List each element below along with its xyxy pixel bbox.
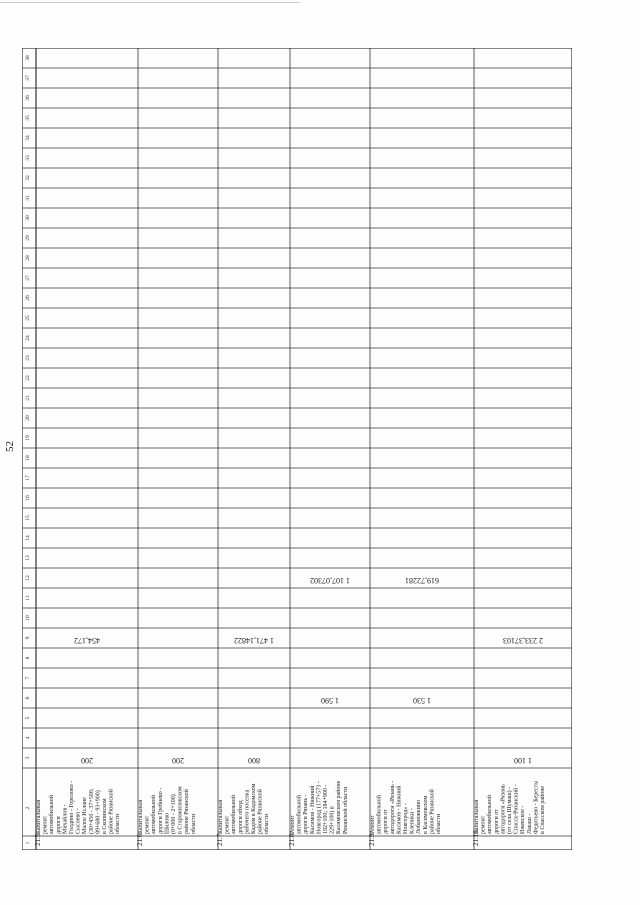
- column-header: 31: [25, 195, 31, 201]
- row-values: [74, 576, 543, 765]
- column-header: 12: [25, 575, 31, 581]
- column-header: 5: [25, 716, 31, 720]
- row-description-line: автомобильной: [376, 795, 383, 834]
- value-col3: 200: [172, 756, 184, 765]
- row-description-line: автомобильной: [296, 795, 303, 834]
- column-header: 2: [25, 806, 31, 810]
- row-description-line: Ремонт: [290, 815, 296, 834]
- value-col9: 1 471,14822: [234, 636, 274, 645]
- row-description-line: ремонт: [480, 815, 487, 834]
- column-header: 33: [25, 155, 31, 161]
- row-description-line: Касимовском районе: [336, 780, 343, 834]
- row-description-line: Малое Ислане: [82, 797, 89, 834]
- row-description-line: Шилово: [164, 812, 171, 834]
- column-header: 19: [25, 435, 31, 441]
- row-description-line: ремонт: [224, 815, 231, 834]
- row-description-line: Касимов - Нижний: [309, 785, 316, 834]
- row-id: 21.6.: [136, 832, 144, 846]
- row-description-line: Сысоево -: [75, 808, 82, 834]
- value-col9: 454,172: [74, 636, 100, 645]
- row-description-line: автомобильной: [231, 795, 238, 834]
- row-description-line: дороги Рязань -: [303, 794, 310, 834]
- row-description-line: Федотьево - Бересты: [533, 780, 540, 834]
- column-header: 38: [25, 55, 31, 61]
- row-description-line: автодороги «Рязань -: [389, 780, 396, 834]
- column-header: 11: [25, 595, 31, 601]
- row-description-line: Капитальный: [138, 799, 144, 834]
- row-description-line: 89+680 - 93+900): [95, 790, 102, 834]
- value-col6: 1 530: [413, 696, 431, 705]
- row-description-line: Ижевское -: [520, 805, 527, 834]
- row-description-line: районе Рязанской: [184, 789, 191, 834]
- row-description-line: области: [115, 813, 122, 834]
- value-col6: 1 590: [321, 696, 339, 705]
- row-description-line: в Касимовском: [422, 795, 429, 834]
- row-id: 21.10.: [472, 828, 480, 846]
- column-header: 13: [25, 555, 31, 561]
- row-description-line: области: [436, 813, 442, 834]
- row-description-line: в Скопинском: [102, 798, 108, 834]
- column-header: 24: [25, 335, 31, 341]
- column-header: 9: [25, 636, 31, 640]
- row-description-line: ремонт: [42, 815, 49, 834]
- row-description-line: Новгород» -: [403, 803, 409, 834]
- column-header: 16: [25, 495, 31, 501]
- row-description-line: Капитальный: [36, 799, 42, 834]
- row-description-line: районе Рязанской: [429, 789, 436, 834]
- row-description-line: (0+000 - 2+100): [171, 794, 177, 834]
- column-headers: [25, 55, 31, 844]
- column-header: 29: [25, 235, 31, 241]
- row-description-line: автодороги «Рязань: [500, 784, 507, 834]
- row-description-line: районе Рязанской: [257, 789, 264, 834]
- column-header: 34: [25, 135, 31, 141]
- column-header: 4: [25, 736, 31, 740]
- value-col3: 200: [81, 756, 93, 765]
- column-header: 26: [25, 295, 31, 301]
- row-description-line: автомобильной: [49, 795, 56, 834]
- column-header: 27: [25, 275, 31, 281]
- column-header: 30: [25, 215, 31, 221]
- column-header: 23: [25, 355, 31, 361]
- row-description-line: Кадом в Кадомском: [251, 783, 257, 834]
- row-description-line: Михайлов -: [62, 804, 69, 834]
- row-description-line: Касимов - Нижний: [396, 785, 403, 834]
- column-header: 20: [25, 415, 31, 421]
- column-header: 14: [25, 535, 31, 541]
- row-description-line: Новгород (177+573 -: [316, 781, 323, 834]
- column-header: 6: [25, 696, 31, 700]
- row-description-line: Ремонт: [370, 815, 376, 834]
- row-id: 21.5.: [34, 832, 42, 846]
- row-description-line: Лобановкино: [416, 799, 423, 834]
- row-description-line: рабочего поселка: [244, 789, 251, 834]
- column-header: 25: [25, 315, 31, 321]
- row-description-line: автомобильной: [151, 795, 158, 834]
- column-header: 10: [25, 615, 31, 621]
- page-number: 52: [4, 441, 16, 452]
- column-header: 8: [25, 656, 31, 660]
- row-description-line: Клепики -: [409, 808, 416, 834]
- row-description-line: дороги обход: [237, 800, 244, 834]
- column-header: 37: [25, 75, 31, 81]
- row-description-line: ремонт: [144, 815, 151, 834]
- row-description-line: Лакаш -: [526, 813, 533, 834]
- data-table: [22, 48, 572, 850]
- value-col12: 619,72281: [405, 576, 439, 585]
- row-description-line: автомобильной: [487, 795, 494, 834]
- row-description-line: области: [264, 813, 271, 834]
- column-header: 1: [25, 841, 31, 845]
- column-header: 15: [25, 515, 31, 521]
- column-header: 36: [25, 95, 31, 101]
- column-header: 17: [25, 475, 31, 481]
- row-description-line: дороги: [55, 816, 62, 834]
- row-description-line: 229+100) в: [329, 806, 336, 834]
- column-header: 22: [25, 375, 31, 381]
- value-col3: 800: [248, 756, 260, 765]
- scan-edge-line: [0, 2, 300, 3]
- row-description-line: Капитальный: [474, 799, 480, 834]
- column-header: 21: [25, 395, 31, 401]
- row-description-line: 192+100; 184+900 -: [323, 784, 329, 834]
- value-col9: 2 233,37103: [503, 636, 543, 645]
- row-id: 21.8.: [288, 832, 296, 846]
- column-header: 3: [25, 756, 31, 760]
- row-description-line: в Старожиловском: [177, 786, 184, 834]
- row-description-line: области: [190, 813, 197, 834]
- value-col3: 1 100: [514, 756, 532, 765]
- column-header: 7: [25, 676, 31, 680]
- column-header: 32: [25, 175, 31, 181]
- row-description-line: Рязанской области: [342, 786, 349, 834]
- row-description-line: Голдино - Горелово -: [69, 780, 75, 834]
- row-description-line: дороги от: [383, 809, 390, 834]
- row-id: 21.7.: [216, 832, 224, 846]
- column-header: 35: [25, 115, 31, 121]
- table-grid: [22, 48, 572, 850]
- row-description-line: Капитальный: [218, 799, 224, 834]
- row-description-line: (от села Шумаш) -: [507, 786, 513, 834]
- row-description-line: Спасск-Рязанский -: [513, 784, 520, 834]
- row-description-line: в Спасском районе: [540, 785, 546, 834]
- row-description-line: (30+450 - 37+500;: [88, 788, 95, 834]
- row-description-line: дороги от: [493, 809, 500, 834]
- row-descriptions: [35, 780, 546, 834]
- column-header: 28: [25, 255, 31, 261]
- row-description-line: районе Рязанской: [108, 789, 115, 834]
- value-col12: 1 107,07302: [310, 576, 350, 585]
- row-id: 21.9.: [368, 832, 376, 846]
- column-header: 18: [25, 455, 31, 461]
- row-description-line: дороги Гребнево -: [157, 787, 164, 834]
